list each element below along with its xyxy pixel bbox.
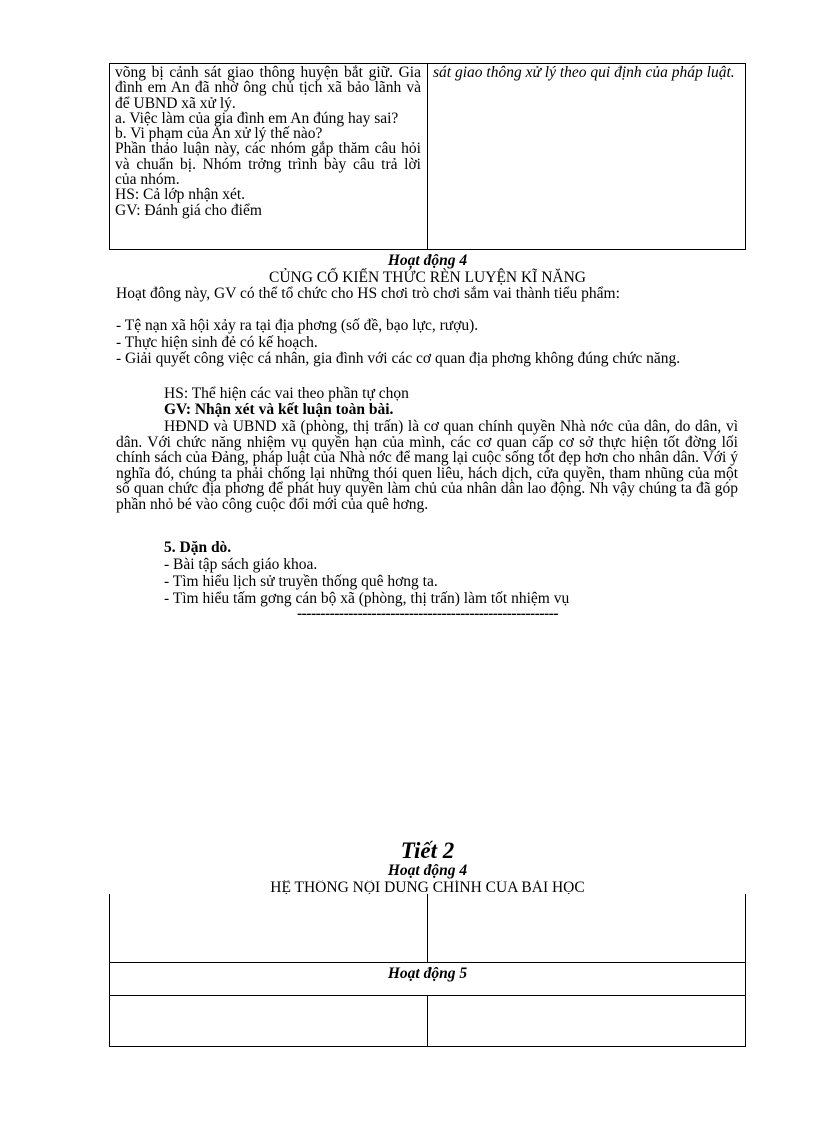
table-1-left-cell (115, 65, 421, 218)
bullet-personal-matters: - Giải quyết công việc cá nhân, gia đình với các cơ quan địa phơng không đúng chức năng. (116, 350, 681, 367)
activity-4-title: CỦNG CỐ KIẾN THỨC RÈN LUYỆN KĨ NĂNG (269, 269, 586, 286)
period-2-activity-heading: Hoạt động 4 (387, 862, 468, 879)
activity-5-heading: Hoạt động 5 (387, 965, 468, 982)
hs-role-play: HS: Thể hiện các vai theo phần tự chọn (164, 385, 409, 402)
homework-item-exercises: - Bài tập sách giáo khoa. (164, 556, 318, 573)
table-1-divider (427, 63, 428, 250)
table-2-top-divider (427, 894, 428, 962)
table-2-bottom-divider (427, 995, 428, 1047)
bullet-social-evils: - Tệ nạn xã hội xảy ra tại địa phơng (số đề, bạo lực, rượu). (116, 317, 479, 334)
bullet-family-planning: - Thực hiện sinh đẻ có kế hoạch. (116, 334, 318, 351)
gv-grading: GV: Đánh giá cho điểm (115, 201, 262, 219)
discussion-instruction: Phần thảo luận này, các nhóm gắp thăm câu hỏi và chuẩn bị. Nhóm trởng trình bày câu trả lời của nhóm. (115, 140, 421, 189)
answer-text: sát giao thông xử lý theo qui định của pháp luật. (433, 64, 735, 81)
period-2-title: Tiết 2 (400, 838, 455, 863)
question-a: a. Việc làm của gia đình em An đúng hay sai? (115, 109, 399, 127)
table-2-row-line-1 (109, 962, 746, 963)
table-1-right-cell (433, 65, 739, 80)
question-b: b. Vi phạm của An xử lý thế nào? (115, 125, 323, 143)
activity-4-intro: Hoạt đông này, GV có thể tổ chức cho HS chơi trò chơi sắm vai thành tiểu phẩm: (116, 285, 620, 302)
case-story-text: võng bị cảnh sát giao thông huyện bắt giữ. Gia đình em An đã nhờ ông chủ tịch xã bảo lãnh và để UBND xã xử lý. (115, 64, 421, 112)
homework-item-history: - Tìm hiểu lịch sử truyền thống quê hơng ta. (164, 573, 438, 590)
activity-4-heading: Hoạt động 4 (387, 252, 468, 269)
homework-item-example: - Tìm hiểu tấm gơng cán bộ xã (phòng, thị trấn) làm tốt nhiệm vụ (164, 590, 570, 607)
section-separator: -------------------------------------------------------- (296, 605, 559, 622)
conclusion-paragraph: HĐND và UBND xã (phòng, thị trấn) là cơ quan chính quyền Nhà nớc của dân, do dân, vì dân. Với chức năng nhiệm vụ quyền hạn của mình, các cơ quan cấp cơ sở thực hiện tốt đờng lối chính sách của Đảng, pháp luật của Nhà nớc để mang lại cuộc sống tốt đẹp hơn cho nhân dân. Với ý nghĩa đó, chúng ta phải chống lại những thói quen liêu, hách dịch, cửa quyền, tham nhũng của một số quan chức địa phơng để phát huy quyền làm chủ của nhân dân lao động. Nh vậy chúng ta đã góp phần nhỏ bé vào công cuộc đổi mới của quê hơng. (116, 418, 738, 513)
period-2-activity-title: HỆ THỐNG NỘI DUNG CHÍNH CỦA BÀI HỌC (270, 880, 585, 894)
homework-title: 5. Dặn dò. (164, 539, 232, 556)
hs-comment: HS: Cả lớp nhận xét. (115, 186, 246, 204)
gv-conclusion-label: GV: Nhận xét và kết luận toàn bài. (164, 401, 394, 418)
